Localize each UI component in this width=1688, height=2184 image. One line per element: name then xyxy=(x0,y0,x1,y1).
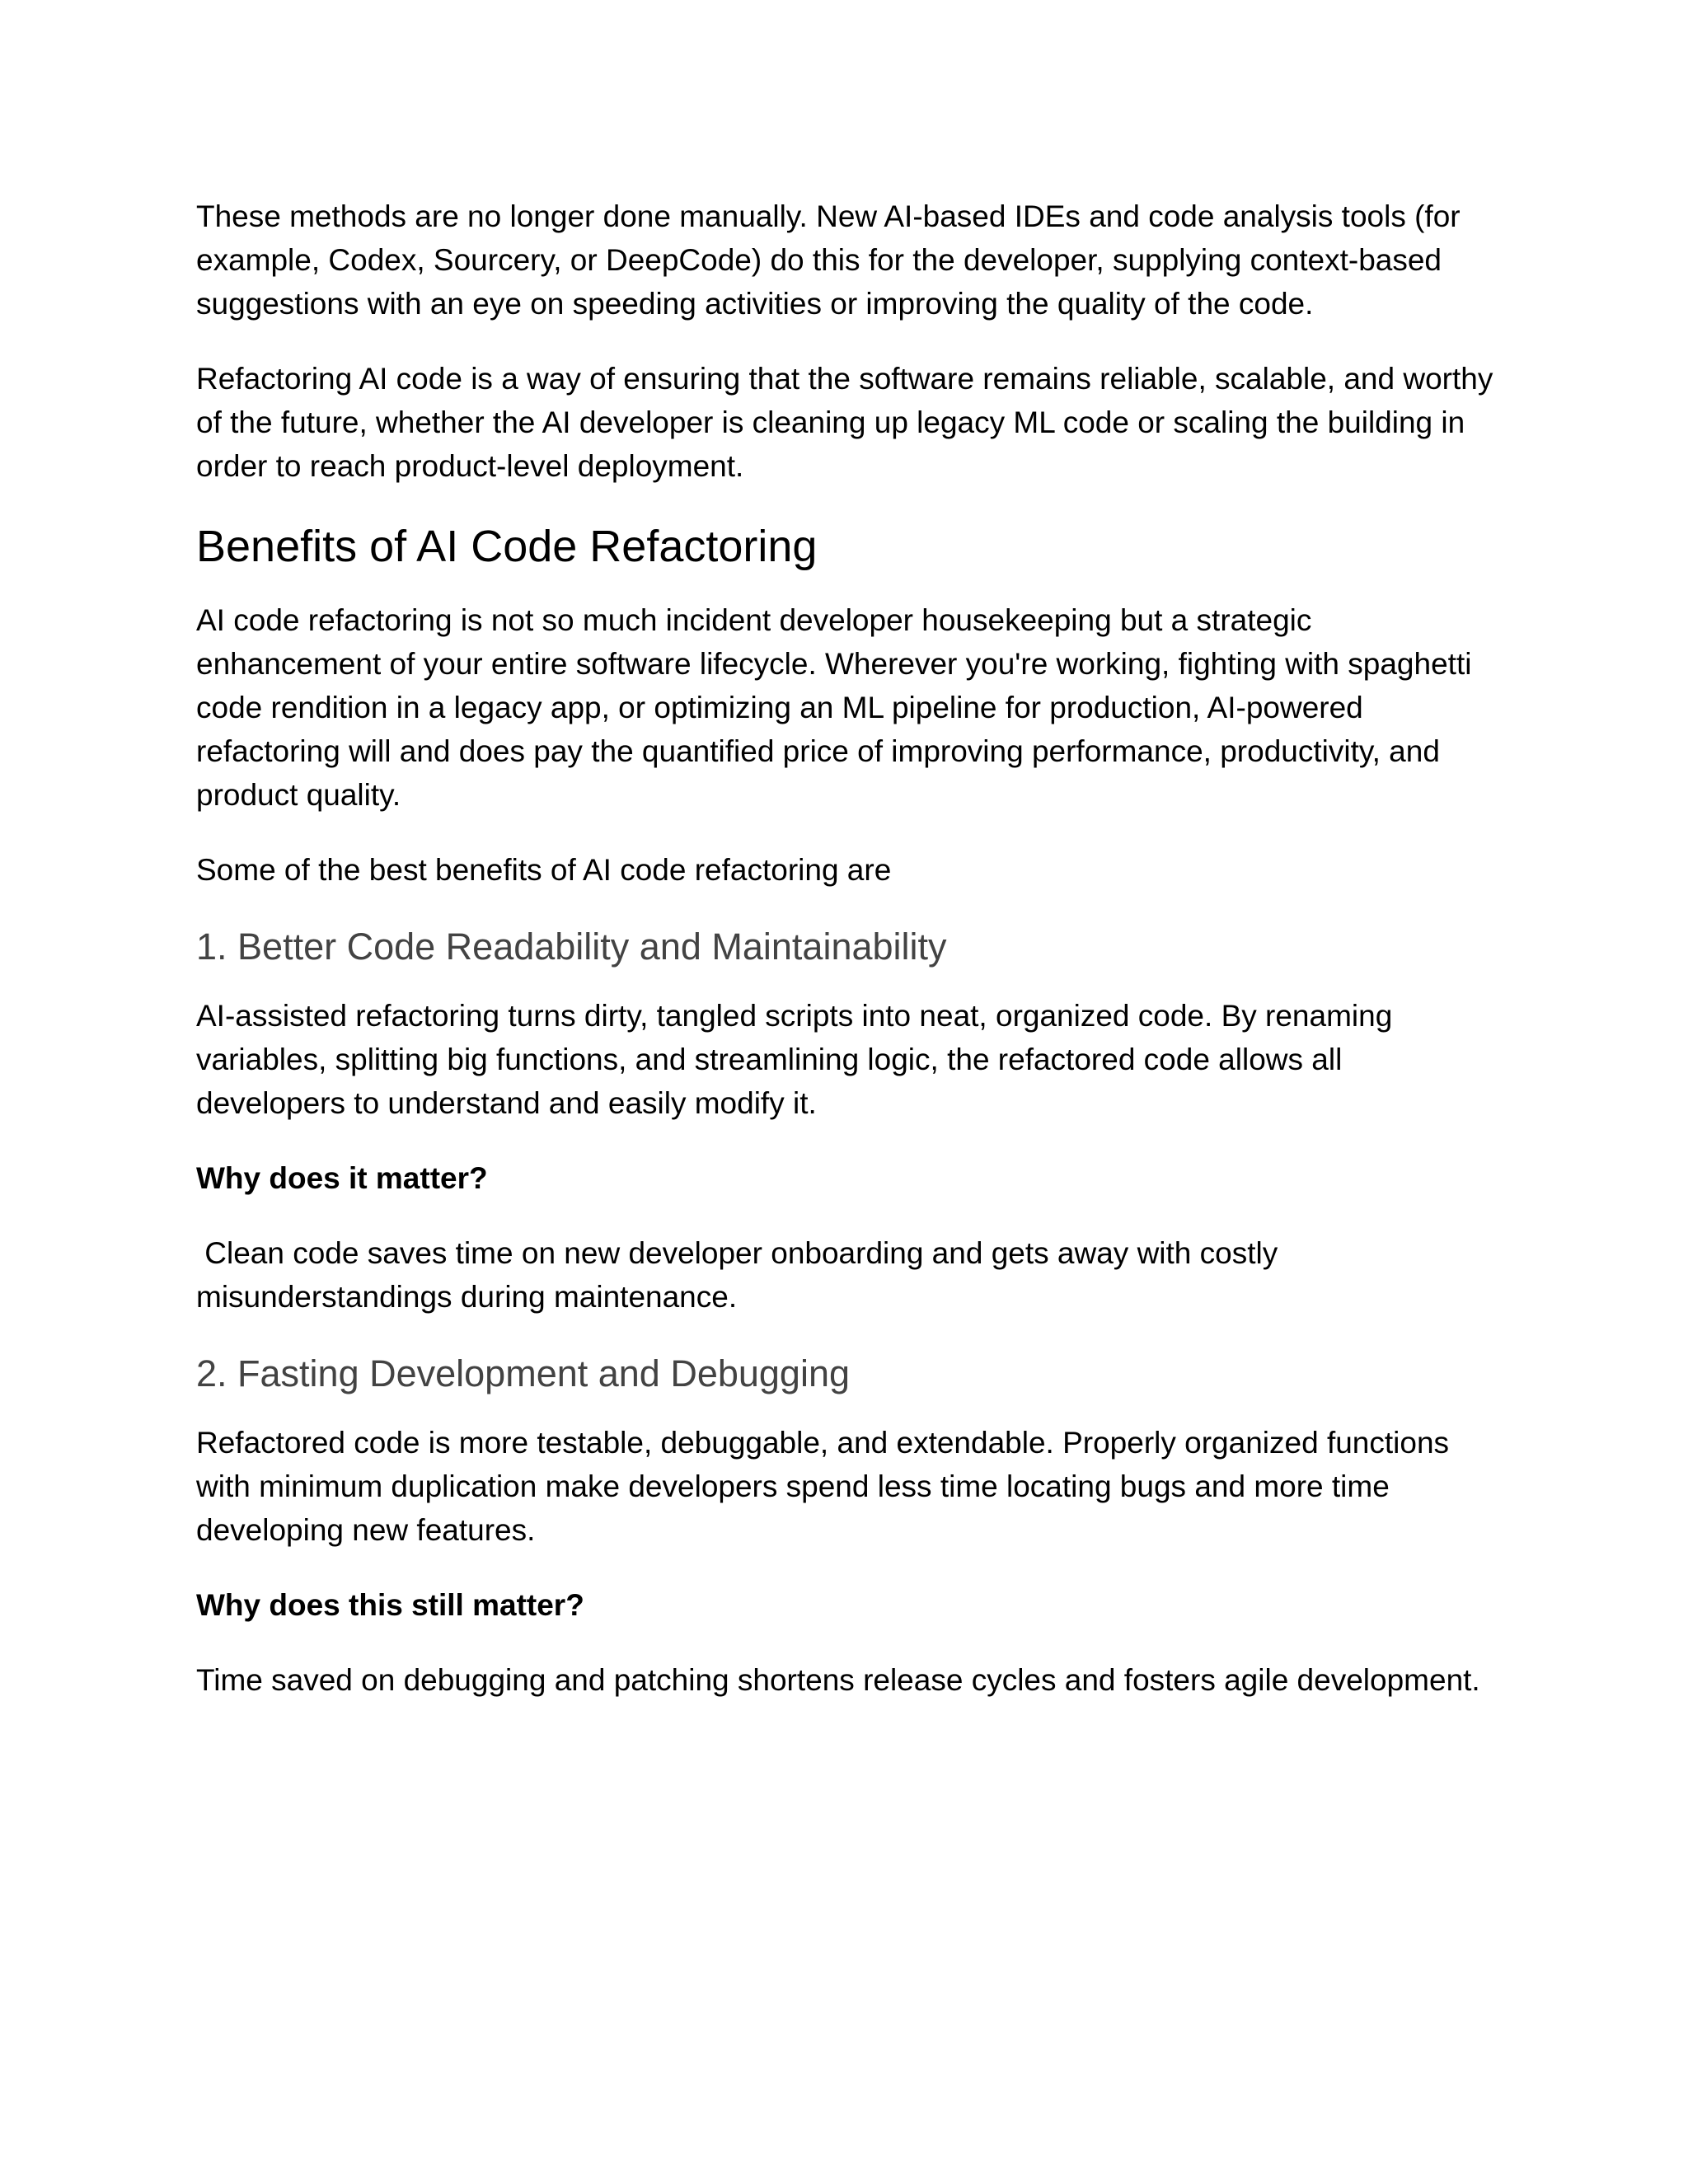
section-1-heading: 1. Better Code Readability and Maintainability xyxy=(196,926,947,968)
benefits-heading: Benefits of AI Code Refactoring xyxy=(196,522,818,571)
section-2-why-label: Why does this still matter? xyxy=(196,1588,584,1622)
section-1-body: AI-assisted refactoring turns dirty, tangled scripts into neat, organized code. By renaming variables, splitting big functions, and streamlining logic, the refactored code allows all developers to understand and easily modify it. xyxy=(196,999,1393,1120)
benefits-intro-paragraph: AI code refactoring is not so much incident developer housekeeping but a strategic enhancement of your entire software lifecycle. Wherever you're working, fighting with spaghetti code rendition in a legacy app, or optimizing an ML pipeline for production, AI-powered refactoring will and does pay the quantified price of improving performance, productivity, and product quality. xyxy=(196,603,1472,812)
section-2-why-body: Time saved on debugging and patching shortens release cycles and fosters agile development. xyxy=(196,1663,1480,1697)
section-1-why-body: Clean code saves time on new developer onboarding and gets away with costly misunderstandings during maintenance. xyxy=(196,1236,1287,1314)
section-1-why-label: Why does it matter? xyxy=(196,1161,488,1195)
section-2-body: Refactored code is more testable, debuggable, and extendable. Properly organized functions with minimum duplication make developers spend less time locating bugs and more time developing new features. xyxy=(196,1426,1450,1547)
section-2-heading: 2. Fasting Development and Debugging xyxy=(196,1352,851,1394)
benefits-list-lead: Some of the best benefits of AI code refactoring are xyxy=(196,853,892,887)
intro-paragraph-tools: These methods are no longer done manually. New AI-based IDEs and code analysis tools (for example, Codex, Sourcery, or DeepCode) do this for the developer, supplying context-based suggestions with an eye on speeding activities or improving the quality of the code. xyxy=(196,199,1461,321)
document-page xyxy=(196,194,1498,1733)
intro-paragraph-refactoring: Refactoring AI code is a way of ensuring that the software remains reliable, scalable, and worthy of the future, whether the AI developer is cleaning up legacy ML code or scaling the building in order to reach product-level deployment. xyxy=(196,362,1493,483)
